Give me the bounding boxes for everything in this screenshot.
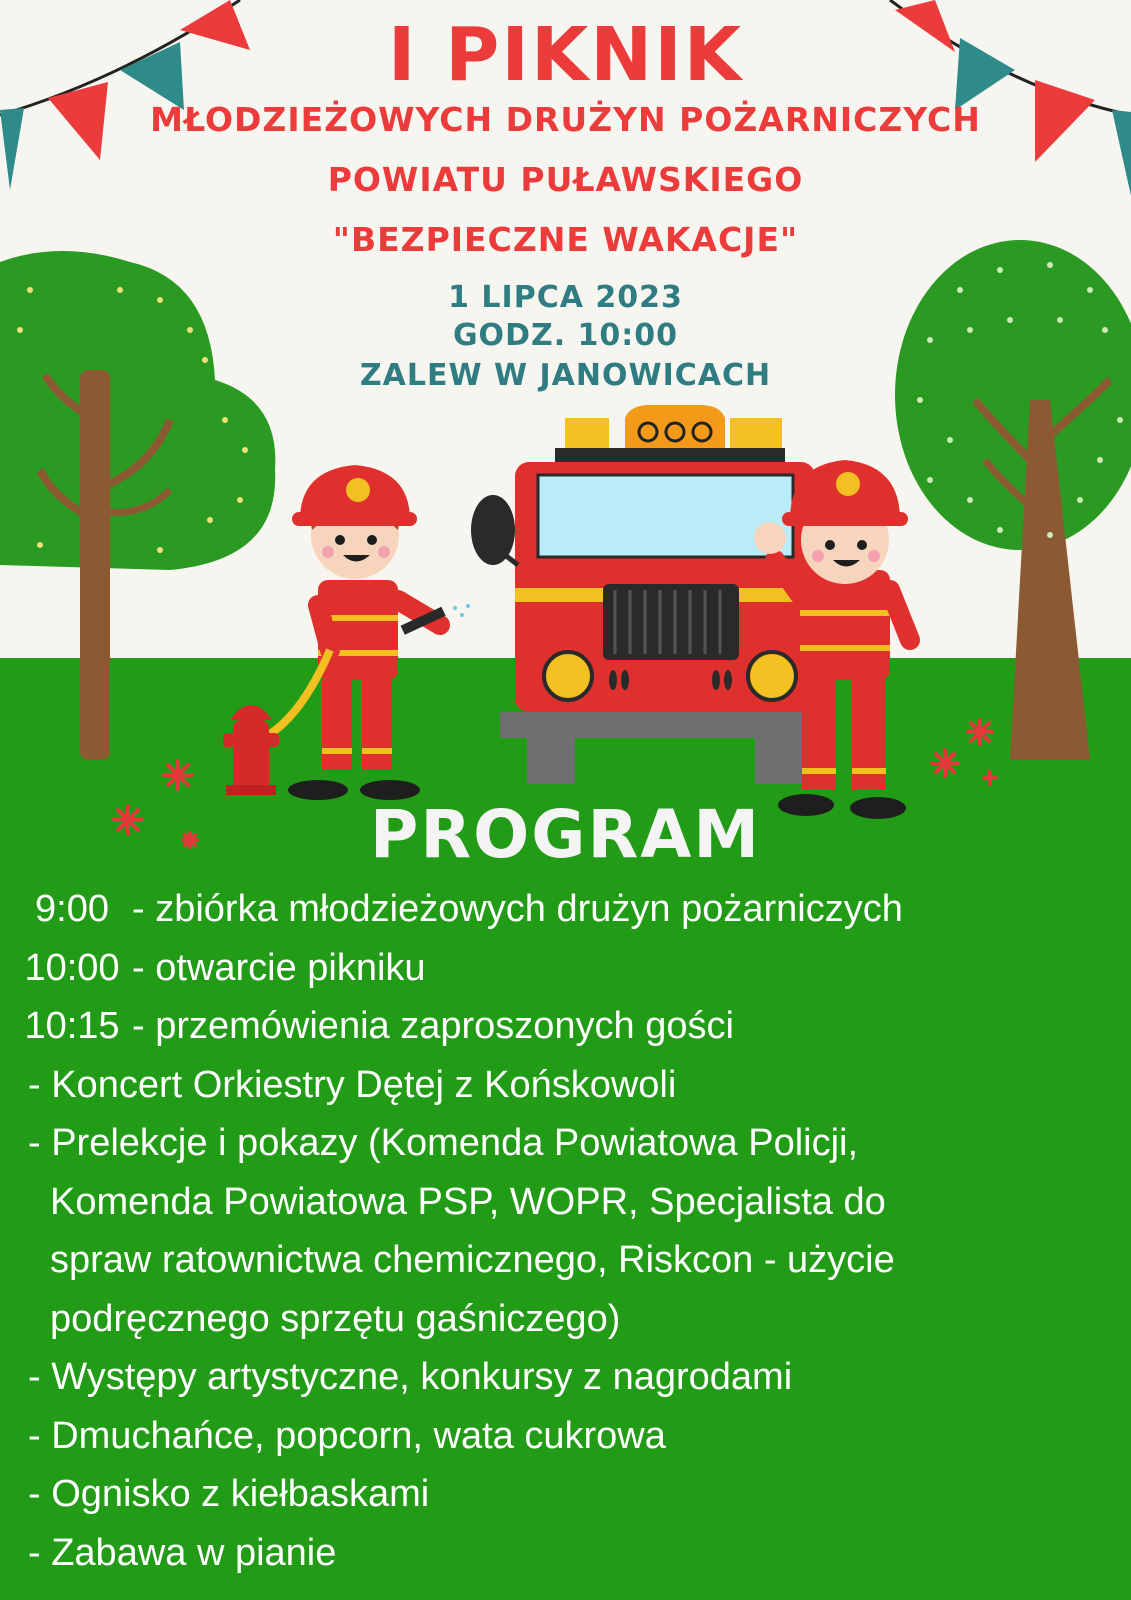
program-item-text: - Prelekcje i pokazy (Komenda Powiatowa Policji, <box>28 1122 859 1164</box>
program-time: 10:00 <box>24 946 120 989</box>
event-time: GODZ. 10:00 <box>452 318 679 353</box>
program-text: - otwarcie pikniku <box>132 946 426 989</box>
program-item <box>0 1524 1131 1583</box>
program-item-continuation <box>0 1173 1131 1232</box>
program-item-text: - Występy artystyczne, konkursy z nagrodami <box>28 1356 793 1398</box>
program-item-text: - Dmuchańce, popcorn, wata cukrowa <box>28 1414 666 1457</box>
program-time: 9:00 <box>35 888 109 930</box>
event-title: I PIKNIK <box>387 12 744 98</box>
program-item-text: - Ognisko z kiełbaskami <box>28 1473 430 1515</box>
program-list <box>0 880 1131 1582</box>
program-heading: PROGRAM <box>369 796 762 873</box>
event-date: 1 LIPCA 2023 <box>448 280 683 315</box>
program-timed-item <box>0 939 1131 998</box>
program-item-continuation <box>0 1231 1131 1290</box>
program-item <box>0 1407 1131 1466</box>
event-subtitle-1: MŁODZIEŻOWYCH DRUŻYN POŻARNICZYCH <box>150 100 981 139</box>
program-item-text: Komenda Powiatowa PSP, WOPR, Specjalista do <box>50 1180 886 1223</box>
program-text: - zbiórka młodzieżowych drużyn pożarniczych <box>132 888 903 930</box>
firefighter-left-icon <box>260 465 470 800</box>
program-timed-item <box>0 997 1131 1056</box>
program-item-text: - Koncert Orkiestry Dętej z Końskowoli <box>28 1063 677 1106</box>
program-item <box>0 1348 1131 1407</box>
program-time: 10:15 <box>24 1005 120 1047</box>
event-subtitle-2: POWIATU PUŁAWSKIEGO <box>327 160 804 199</box>
program-item <box>0 1465 1131 1524</box>
program-text: - przemówienia zaproszonych gości <box>132 1005 734 1047</box>
event-place: ZALEW W JANOWICACH <box>359 358 772 393</box>
event-subtitle-3: "BEZPIECZNE WAKACJE" <box>332 220 799 259</box>
fire-hydrant-icon <box>223 705 279 795</box>
program-item-text: - Zabawa w pianie <box>28 1531 337 1574</box>
program-timed-item <box>0 880 1131 939</box>
program-item-text: spraw ratownictwa chemicznego, Riskcon - użycie <box>50 1239 895 1281</box>
fire-truck-icon <box>471 405 830 784</box>
program-item <box>0 1114 1131 1173</box>
program-item <box>0 1056 1131 1115</box>
program-item-text: podręcznego sprzętu gaśniczego) <box>50 1297 621 1340</box>
program-item-continuation <box>0 1290 1131 1349</box>
